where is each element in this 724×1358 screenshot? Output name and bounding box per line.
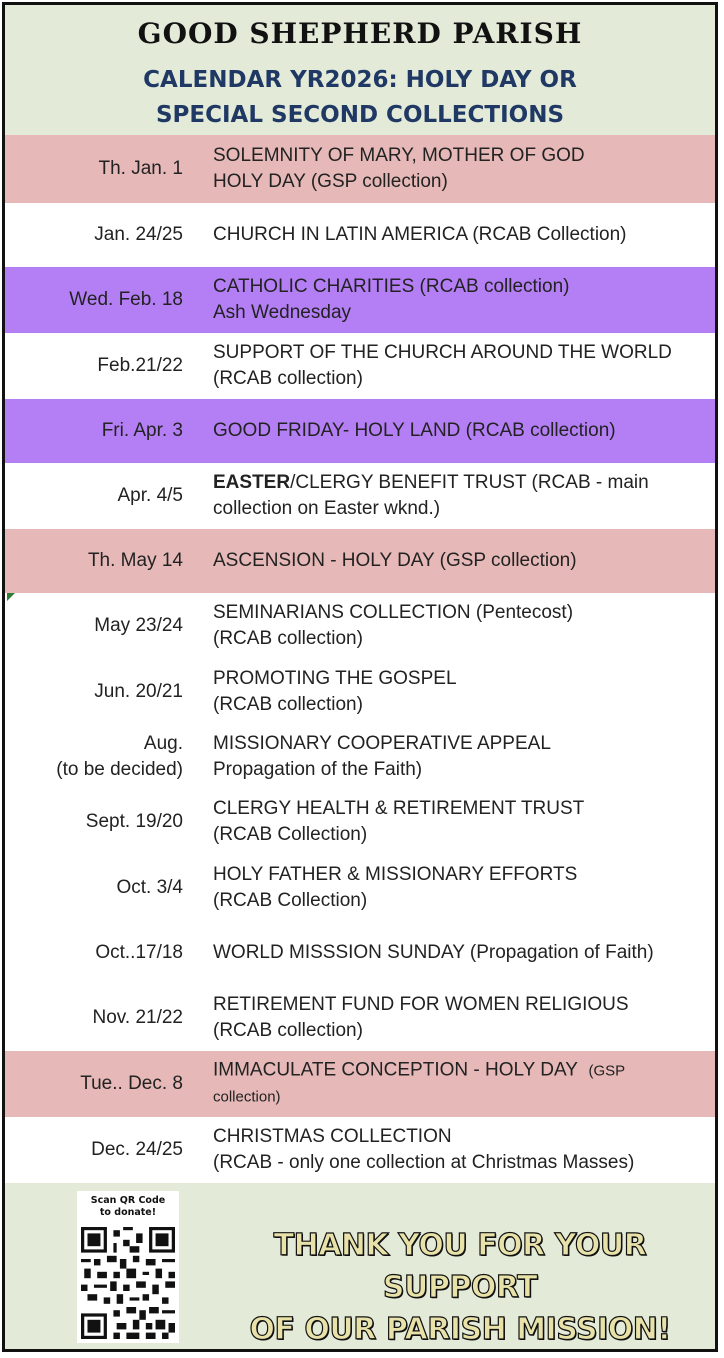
- row-date: Nov. 21/22: [92, 1007, 183, 1028]
- row-description: MISSIONARY COOPERATIVE APPEAL Propagation of the Faith): [213, 733, 551, 780]
- row-aug: [5, 725, 715, 789]
- calendar-frame: [2, 2, 718, 1352]
- row-description: RETIREMENT FUND FOR WOMEN RELIGIOUS (RCAB collection): [213, 994, 629, 1041]
- row-date: Jan. 24/25: [94, 224, 183, 245]
- subtitle-line-2: SPECIAL SECOND COLLECTIONS: [155, 102, 565, 128]
- row-description: ASCENSION - HOLY DAY (GSP collection): [213, 550, 577, 571]
- row-nov-21: [5, 985, 715, 1051]
- row-oct-3: [5, 855, 715, 921]
- row-date: Fri. Apr. 3: [101, 420, 183, 441]
- row-description: IMMACULATE CONCEPTION - HOLY DAY (GSP collection): [213, 1059, 626, 1106]
- row-description: SEMINARIANS COLLECTION (Pentecost) (RCAB collection): [213, 602, 574, 649]
- row-description: CHURCH IN LATIN AMERICA (RCAB Collection): [213, 224, 627, 245]
- thank-you-message: THANK YOU FOR YOUR SUPPORT OF OUR PARISH MISSION!: [249, 1228, 671, 1347]
- cell-comment-marker: [7, 593, 15, 601]
- row-description: PROMOTING THE GOSPEL (RCAB collection): [213, 668, 457, 715]
- row-description: GOOD FRIDAY- HOLY LAND (RCAB collection): [213, 420, 616, 441]
- row-oct-17: [5, 921, 715, 985]
- row-sept-19: [5, 789, 715, 855]
- row-dec-24: [5, 1117, 715, 1183]
- row-description: CATHOLIC CHARITIES (RCAB collection) Ash Wednesday: [213, 276, 570, 323]
- row-date: Wed. Feb. 18: [69, 289, 183, 310]
- footer: [5, 1183, 715, 1349]
- row-date: Feb.21/22: [97, 355, 183, 376]
- row-description: SOLEMNITY OF MARY, MOTHER OF GOD HOLY DAY (GSP collection): [213, 145, 585, 192]
- row-date: Aug. (to be decided): [56, 733, 183, 780]
- row-date: Oct..17/18: [95, 942, 183, 963]
- qr-label: Scan QR Code to donate!: [90, 1195, 166, 1218]
- row-date: Jun. 20/21: [94, 681, 183, 702]
- row-description: CLERGY HEALTH & RETIREMENT TRUST (RCAB Collection): [213, 798, 585, 845]
- row-date: Th. May 14: [87, 550, 183, 571]
- row-description: SUPPORT OF THE CHURCH AROUND THE WORLD (RCAB collection): [213, 342, 672, 389]
- row-date: Th. Jan. 1: [98, 158, 183, 179]
- donate-qr-card[interactable]: [77, 1191, 179, 1343]
- row-date: Oct. 3/4: [116, 877, 183, 898]
- row-dec-8: [5, 1051, 715, 1117]
- row-date: Sept. 19/20: [85, 811, 183, 832]
- row-jun-20: [5, 659, 715, 725]
- row-jan-24: [5, 203, 715, 267]
- calendar-subtitle: [5, 63, 715, 133]
- row-apr-4: [5, 463, 715, 529]
- row-feb-21: [5, 333, 715, 399]
- row-date: May 23/24: [94, 615, 183, 636]
- row-feb-18: [5, 267, 715, 333]
- row-description: WORLD MISSSION SUNDAY (Propagation of Faith): [213, 942, 654, 963]
- row-description: EASTER/CLERGY BENEFIT TRUST (RCAB - main collection on Easter wknd.): [213, 472, 649, 519]
- row-apr-3: [5, 399, 715, 463]
- row-may-14: [5, 529, 715, 593]
- row-description: HOLY FATHER & MISSIONARY EFFORTS (RCAB Collection): [213, 864, 578, 911]
- row-description: CHRISTMAS COLLECTION (RCAB - only one collection at Christmas Masses): [213, 1126, 635, 1173]
- row-jan-1: [5, 135, 715, 203]
- row-date: Apr. 4/5: [117, 485, 183, 506]
- collections-list: [5, 135, 715, 1183]
- qr-code-icon[interactable]: [81, 1227, 175, 1339]
- row-may-23: [5, 593, 715, 659]
- row-date: Tue.. Dec. 8: [80, 1073, 183, 1094]
- subtitle-line-1: CALENDAR YR2026: HOLY DAY OR: [143, 67, 577, 93]
- row-date: Dec. 24/25: [91, 1139, 183, 1160]
- parish-title: GOOD SHEPHERD PARISH: [137, 17, 583, 50]
